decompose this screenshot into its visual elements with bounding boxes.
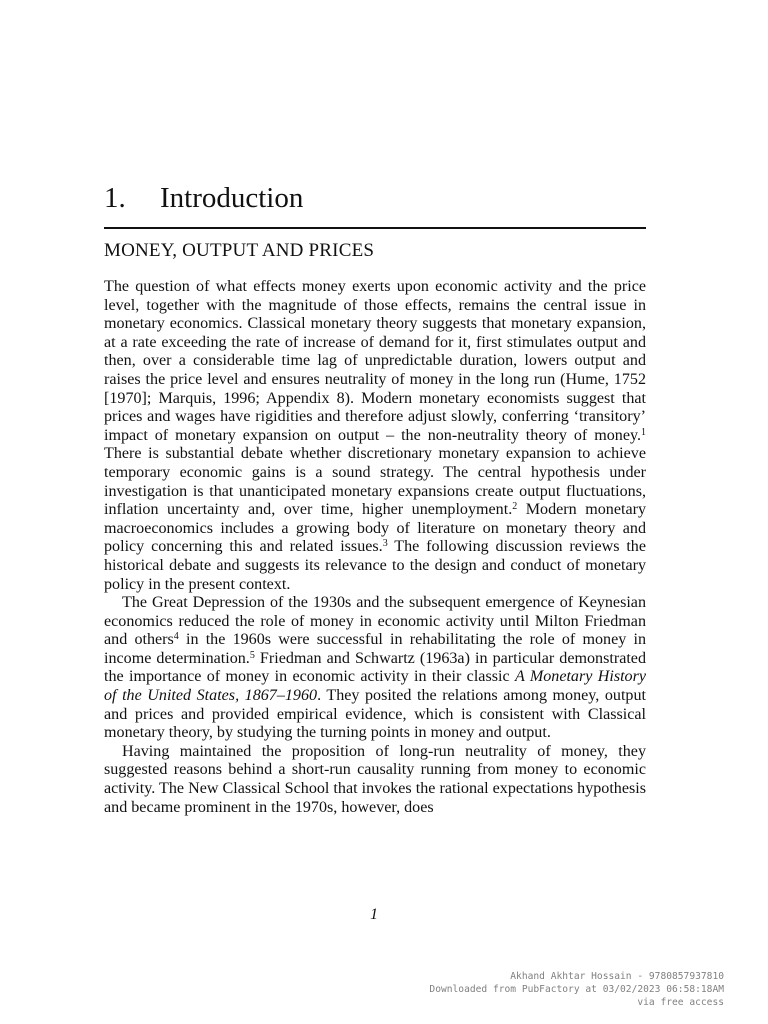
paragraph-3 <box>104 743 646 817</box>
watermark-line: Downloaded from PubFactory at 03/02/2023 06:58:18AM <box>429 984 724 995</box>
paragraph-text: There is substantial debate whether discretionary monetary expansion to achieve temporary economic gains is a sound strategy. The central hypothesis under investigation is that unanticipated monetary expansions create output fluctuations, inflation uncertainty and, over time, higher unemployment. <box>104 445 646 519</box>
paragraph-1 <box>104 278 646 594</box>
paragraph-text: The question of what effects money exerts upon economic activity and the price level, together with the magnitude of those effects, remains the central issue in monetary economics. Classical monetary theory suggests that monetary expansion, at a rate exceeding the rate of increase of demand for it, first stimulates output and then, over a considerable time lag of unpredictable duration, lowers output and raises the price level and ensures neutrality of money in the long run (Hume, 1752 [1970]; Marquis, 1996; Appendix 8). Modern monetary economists suggest that prices and wages have rigidities and therefore adjust slowly, conferring ‘transitory’ impact of monetary expansion on output – the non-neutrality theory of money. <box>104 278 646 444</box>
chapter-title-text: Introduction <box>160 182 304 214</box>
paragraph-text: Having maintained the proposition of long-run neutrality of money, they suggested reasons behind a short-run causality running from money to economic activity. The New Classical School that invokes the rational expectations hypothesis and became prominent in the 1970s, however, does <box>104 742 646 816</box>
paragraph-text: Friedman and Schwartz (1963a) in particular demonstrated the importance of money in economic activity in their classic <box>104 649 647 686</box>
book-title: A Monetary History of the United States, 1867–1960 <box>104 668 647 705</box>
chapter-title <box>104 178 646 218</box>
watermark-line: Akhand Akhtar Hossain - 9780857937810 <box>510 971 724 982</box>
chapter-number: 1. <box>104 182 126 214</box>
paragraph-text: in the 1960s were successful in rehabilitating the role of money in income determination. <box>104 631 646 667</box>
page-number: 1 <box>370 906 378 923</box>
footnote-ref-2: 2 <box>512 501 518 513</box>
footnote-ref-4: 4 <box>173 631 179 643</box>
paragraph-2 <box>104 594 646 743</box>
title-rule <box>104 227 646 229</box>
paragraph-text: . They posited the relations among money, output and prices and provided empirical evidence, which is consistent with Classical monetary theory, by studying the turning points in money and output. <box>104 687 647 742</box>
section-heading: MONEY, OUTPUT AND PRICES <box>104 240 375 261</box>
body-text <box>104 278 646 817</box>
download-watermark <box>429 970 724 1009</box>
footnote-ref-3: 3 <box>382 538 388 550</box>
paragraph-text: Modern monetary macroeconomics includes a growing body of literature on monetary theory and policy concerning this and related issues. <box>104 501 646 556</box>
footnote-ref-1: 1 <box>641 426 646 438</box>
watermark-line: via free access <box>637 997 724 1008</box>
paragraph-text: The Great Depression of the 1930s and the subsequent emergence of Keynesian economics reduced the role of money in economic activity until Milton Friedman and others <box>104 594 646 649</box>
footnote-ref-5: 5 <box>249 649 255 661</box>
paragraph-text: The following discussion reviews the historical debate and suggests its relevance to the design and conduct of monetary policy in the present context. <box>104 538 646 593</box>
